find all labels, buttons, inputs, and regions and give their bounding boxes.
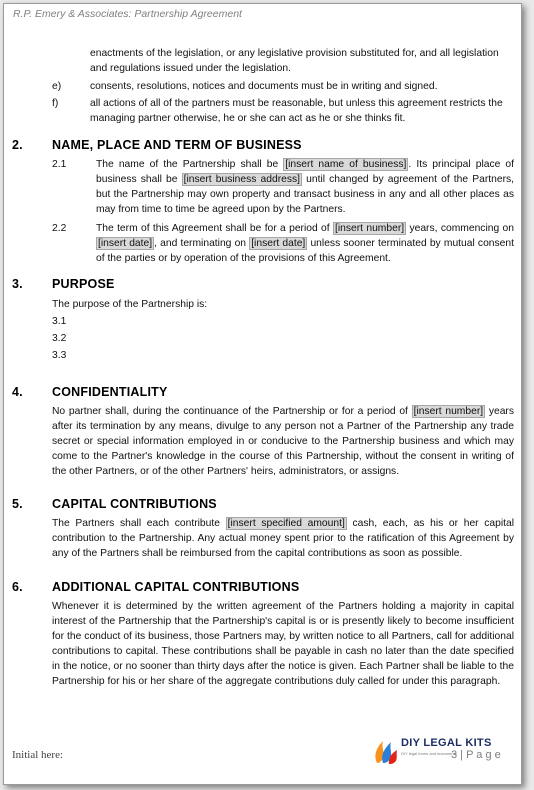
numbered-item: 3.2	[52, 333, 67, 344]
section-heading	[12, 138, 302, 152]
section-number: 2.	[12, 138, 23, 152]
placeholder-field[interactable]: [insert date]	[251, 238, 306, 249]
section-heading	[12, 497, 217, 511]
page-number: 3 | P a g e	[451, 749, 501, 761]
section-heading	[12, 580, 299, 594]
section-title: NAME, PLACE AND TERM OF BUSINESS	[52, 138, 302, 152]
logo-tagline: DIY legal forms and documents	[401, 751, 457, 756]
initial-here-label: Initial here:	[12, 749, 64, 761]
placeholder-field[interactable]: [insert number]	[334, 223, 405, 234]
flame-icon	[371, 733, 401, 767]
list-marker: f)	[52, 98, 59, 109]
numbered-item: 3.3	[52, 350, 67, 361]
section-number: 3.	[12, 277, 23, 291]
section-title: CAPITAL CONTRIBUTIONS	[52, 497, 217, 511]
clause-number: 2.1	[52, 159, 67, 170]
section-title: ADDITIONAL CAPITAL CONTRIBUTIONS	[52, 580, 300, 594]
placeholder-field[interactable]: [insert name of business]	[285, 159, 407, 170]
clause-text: The name of the Partnership shall be [insert name of business] . Its principal place of business shall be [insert business address] until changed by agreement of the Partners, but the Partnership may own property and transact business in any and all other places as may from time to time be agreed upon by the Partners.	[96, 159, 515, 215]
list-item	[52, 96, 514, 126]
clause-text: The term of this Agreement shall be for a period of [insert number] years, commencing on [insert date] , and terminating on [insert date] unless sooner terminated by mutual consent of the parties or by operation of the provisions of this Agreement.	[96, 223, 514, 264]
section-number: 5.	[12, 497, 23, 511]
section-paragraph: No partner shall, during the continuance of the Partnership or for a period of [insert number] years after its termination by any means, divulge to any person not a Partner of the Partnership any trade secret or special information employed in or conducive to the Partnership business and which may come to the Partner's knowledge in the course of this Partnership, without the consent in writing of the other Partners, or of the other Partners' heirs, administrators, or assigns.	[52, 406, 514, 477]
section-heading	[12, 385, 168, 399]
placeholder-field[interactable]: [insert date]	[98, 238, 153, 249]
page-header: R.P. Emery & Associates: Partnership Agreement	[13, 8, 242, 20]
section-number: 4.	[12, 385, 23, 399]
numbered-item: 3.1	[52, 316, 67, 327]
placeholder-field[interactable]: [insert number]	[413, 406, 484, 417]
section-title: PURPOSE	[52, 277, 115, 291]
list-item-text: all actions of all of the partners must be reasonable, but unless this agreement restricts the managing partner otherwise, he or she can act as he or she thinks fit.	[90, 98, 503, 124]
section-title: CONFIDENTIALITY	[52, 385, 168, 399]
document-page	[3, 3, 522, 785]
clause-number: 2.2	[52, 223, 67, 234]
clause-2-2	[52, 221, 514, 266]
list-item	[52, 79, 514, 94]
logo-text: DIY LEGAL KITS	[401, 737, 492, 749]
section-heading	[12, 277, 115, 291]
list-item-text: consents, resolutions, notices and documents must be in writing and signed.	[90, 81, 438, 92]
placeholder-field[interactable]: [insert specified amount]	[227, 518, 345, 529]
continued-paragraph: enactments of the legislation, or any legislative provision substituted for, and all legislation and regulations issued under the legislation.	[90, 48, 499, 74]
section-paragraph: The Partners shall each contribute [insert specified amount] cash, each, as his or her capital contribution to the Partnership. Any actual money spent prior to the ratification of this Agreement by any of the Partners shall be reimbursed from the capital contributions as soon as possible.	[52, 518, 515, 559]
section-intro: The purpose of the Partnership is:	[52, 299, 208, 310]
list-marker: e)	[52, 81, 62, 92]
placeholder-field[interactable]: [insert business address]	[183, 174, 301, 185]
section-paragraph: Whenever it is determined by the written agreement of the Partners holding a majority in capital interest of the Partnership that the Partnership's capital is or is presently likely to become insufficient for the conduct of its business, those Partners may, by written notice to all Partners, call for additional contributions to capital. These contributions shall be payable in cash no later than the date specified in the notice, or no sooner than thirty days after the notice is given. Each Partner shall be liable to the Partnership for his or her share of the aggregate contributions duly called for under this paragraph.	[52, 601, 514, 687]
clause-2-1	[52, 157, 514, 217]
section-number: 6.	[12, 580, 23, 594]
